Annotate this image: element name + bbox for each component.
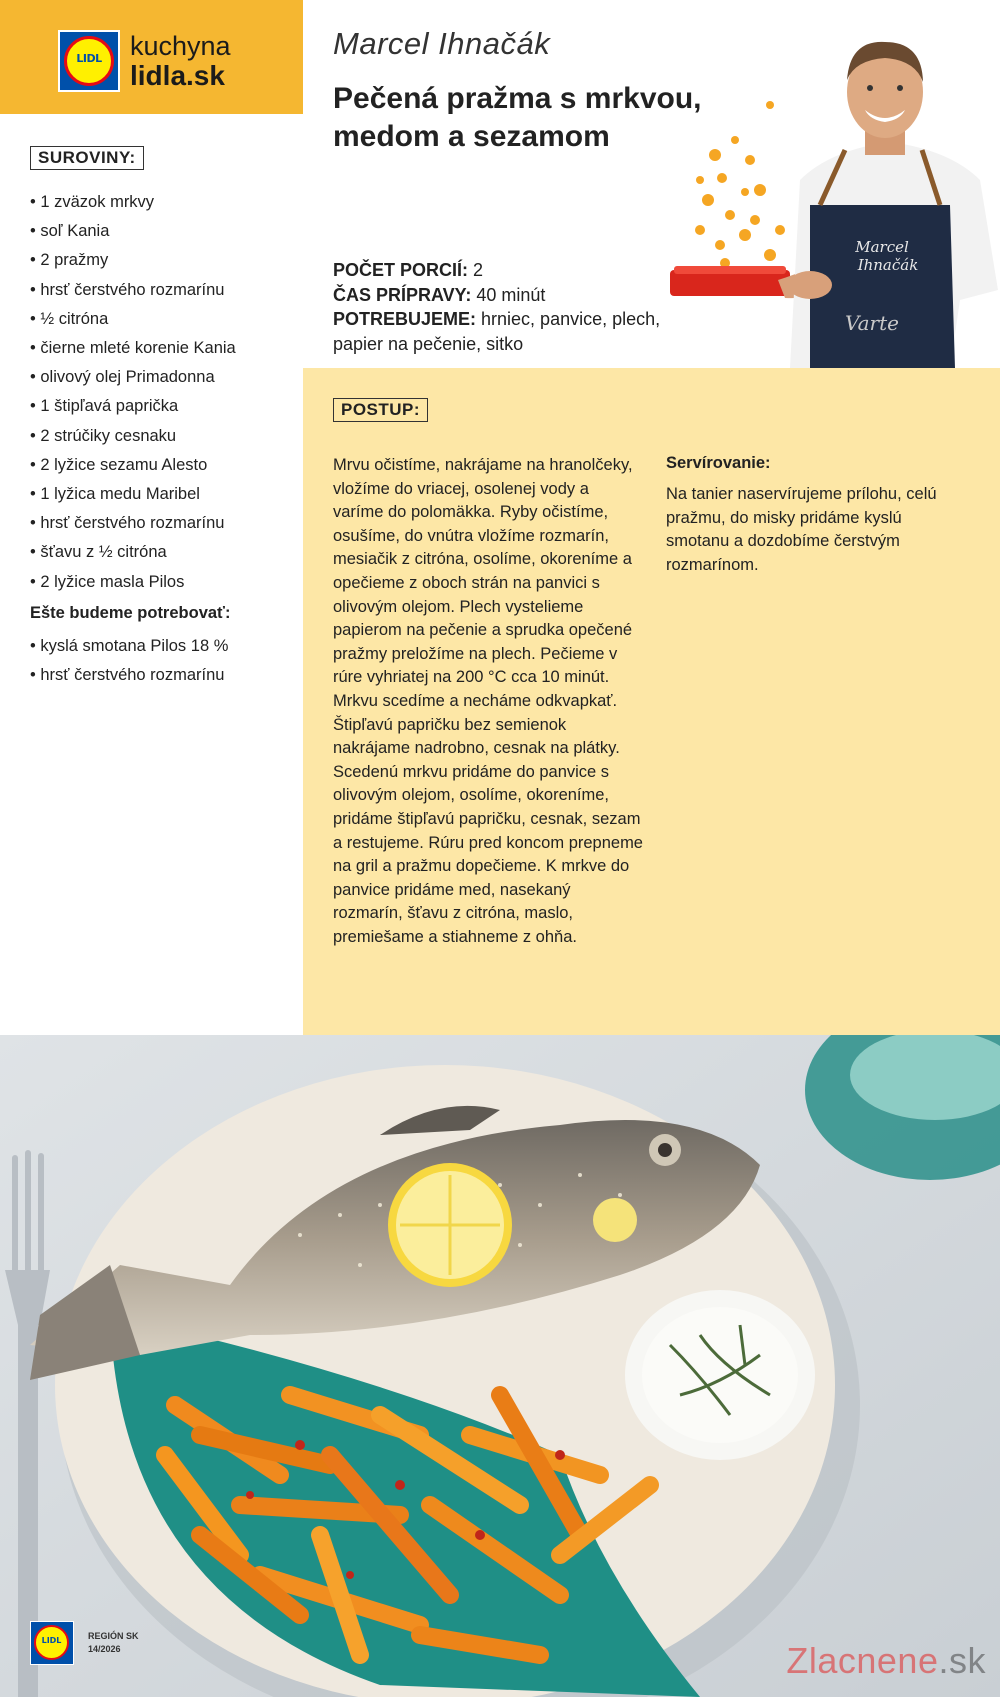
region-info bbox=[88, 1630, 139, 1656]
chef-photo bbox=[660, 30, 1000, 368]
portions-value: 2 bbox=[473, 260, 484, 280]
needs-value: hrniec, panvice, plech, papier na pečenie, sitko bbox=[333, 309, 661, 354]
time-label: ČAS PRÍPRAVY: bbox=[333, 284, 472, 305]
portions-row bbox=[333, 258, 693, 283]
time-value: 40 minút bbox=[476, 284, 546, 305]
dish-photo bbox=[0, 1035, 1000, 1697]
apron-name-line-2: Ihnačák bbox=[857, 256, 919, 274]
serving-text: Na tanier naservírujeme prílohu, celú pražmu, do misky pridáme kyslú smotanu a dozdobíme čerstvým rozmarínom. bbox=[666, 485, 937, 574]
extra-ingredients-heading: Ešte budeme potrebovať: bbox=[30, 604, 231, 622]
recipe-author: Marcel Ihnačák bbox=[333, 26, 551, 61]
apron-name-line-1: Marcel bbox=[855, 238, 909, 256]
list-item: • hrsť čerstvého rozmarínu bbox=[30, 276, 236, 305]
list-item: • olivový olej Primadonna bbox=[30, 363, 236, 392]
flying-carrots-icon bbox=[695, 101, 785, 280]
list-item: • čierne mleté korenie Kania bbox=[30, 334, 236, 363]
list-item: • 2 pražmy bbox=[30, 246, 236, 275]
list-item: • 1 štipľavá paprička bbox=[30, 392, 236, 421]
method-text: Mrvu očistíme, nakrájame na hranolčeky, vložíme do vriacej, osolenej vody a varíme do polomäkka. Ryby očistíme, osušíme, do vnútra vložíme rozmarín, mesiačik z citróna, osolíme, okoreníme a opečieme z oboch strán na panvici s olivovým olejom. Plech vystelieme papierom na pečenie a sprudka opečené pražmy preložíme na plech. Pečieme v rúre vyhriatej na 200 °C cca 10 minút. Mrkvu scedíme a necháme odkvapkať. Štipľavú papričku bez semienok nakrájame nadrobno, cesnak na plátky. Scedenú mrkvu pridáme do panvice s olivovým olejom, osolíme, okoreníme, pridáme štipľavú papričku, cesnak, sezam a restujeme. Rúru pred koncom prepneme na gril a pražmu dopečieme. K mrkve do panvice pridáme med, nasekaný rozmarín, šťavu z citróna, maslo, premiešame a stiahneme z ohňa. bbox=[333, 456, 643, 946]
sour-cream-bowl-icon bbox=[625, 1290, 815, 1460]
brand-line-1: kuchyna bbox=[130, 31, 231, 61]
watermark bbox=[786, 1640, 986, 1682]
list-item: • kyslá smotana Pilos 18 % bbox=[30, 632, 228, 661]
serving-heading: Servírovanie: bbox=[666, 454, 771, 472]
time-row bbox=[333, 283, 693, 308]
region-line-2: 14/2026 bbox=[88, 1644, 121, 1654]
method-heading: POSTUP: bbox=[333, 398, 428, 422]
needs-label: POTREBUJEME: bbox=[333, 309, 477, 329]
list-item: • ½ citróna bbox=[30, 305, 236, 334]
recipe-title: Pečená pražma s mrkvou, medom a sezamom bbox=[333, 82, 702, 153]
dish-illustration bbox=[0, 1035, 1000, 1697]
portions-label: POČET PORCIÍ: bbox=[333, 260, 469, 280]
region-line-1: REGIÓN SK bbox=[88, 1631, 139, 1641]
brand-name bbox=[130, 32, 231, 90]
list-item: • 1 zväzok mrkvy bbox=[30, 188, 236, 217]
list-item: • 2 lyžice masla Pilos bbox=[30, 568, 236, 597]
list-item: • 2 strúčiky cesnaku bbox=[30, 422, 236, 451]
lidl-logo bbox=[58, 30, 120, 92]
footer-lidl-logo bbox=[30, 1621, 74, 1665]
chef-illustration bbox=[660, 30, 1000, 368]
needs-row bbox=[333, 307, 693, 356]
extra-ingredients-list bbox=[30, 632, 228, 690]
list-item: • hrsť čerstvého rozmarínu bbox=[30, 509, 236, 538]
list-item: • hrsť čerstvého rozmarínu bbox=[30, 661, 228, 690]
watermark-domain: .sk bbox=[938, 1640, 986, 1681]
list-item: • soľ Kania bbox=[30, 217, 236, 246]
footer-lidl-logo-text: LIDL bbox=[41, 1636, 62, 1645]
ingredients-heading: SUROVINY: bbox=[30, 146, 144, 170]
recipe-meta bbox=[333, 258, 693, 356]
list-item: • šťavu z ½ citróna bbox=[30, 538, 236, 567]
brand-line-2: lidla.sk bbox=[130, 60, 225, 91]
watermark-main: Zlacnene bbox=[786, 1640, 939, 1681]
ingredients-list bbox=[30, 188, 236, 597]
list-item: • 2 lyžice sezamu Alesto bbox=[30, 451, 236, 480]
list-item: • 1 lyžica medu Maribel bbox=[30, 480, 236, 509]
lidl-logo-text: LIDL bbox=[76, 52, 102, 65]
apron-logo: Varte bbox=[845, 311, 899, 335]
